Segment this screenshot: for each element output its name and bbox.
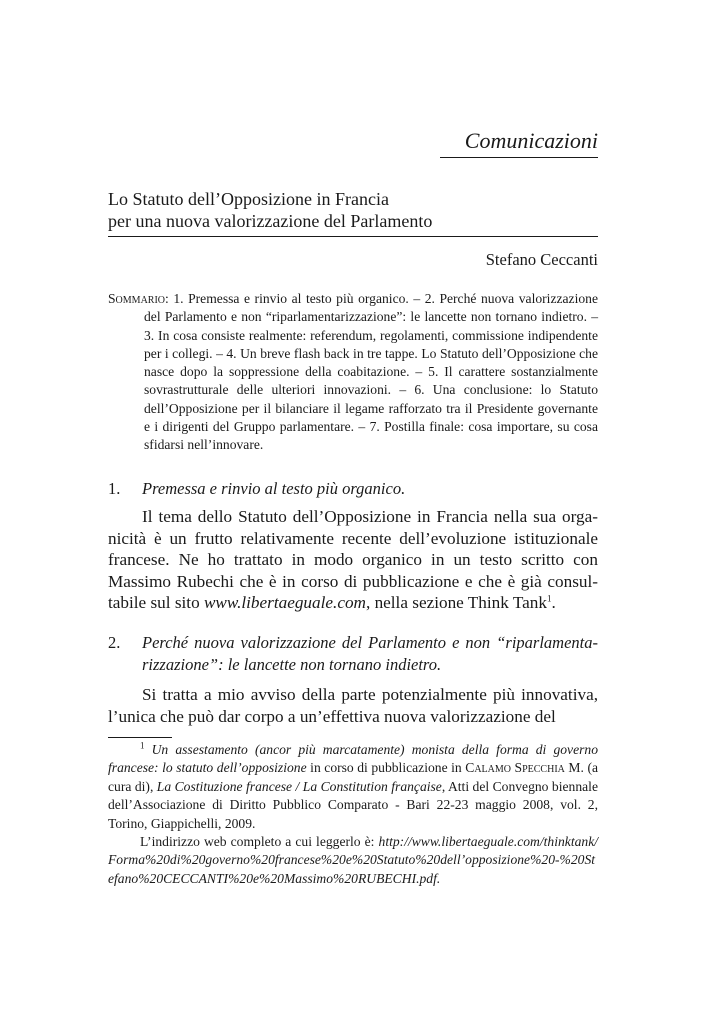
summary [108,290,598,455]
section-number: 2. [108,633,121,652]
footnote-paragraph-1 [108,741,598,833]
footnote-mark: 1 [140,740,145,751]
article-title-line-1: Lo Statuto dell’Opposizione in Francia [108,189,389,209]
footnote-reference[interactable]: 1 [546,593,552,604]
footnote-paragraph-2 [108,833,598,888]
section-number: 1. [108,479,121,498]
footnote-url[interactable]: http://www.libertaeguale.com/thinktank/Forma%20di%20governo%20francese%20e%20Statuto%20dell’opposizione%20-%20Stefano%20CECCANTI%20e%20Massimo%20RUBECHI.pdf. [108,834,598,886]
paragraph-text: . [551,593,556,613]
body-paragraph-2: Si tratta a mio avviso della parte potenzialmente più innovativa, l’unica che può dar corpo a un’effettiva nuova valorizzazione del [108,685,598,726]
section-header: Comunicazioni [440,128,598,158]
section-title: Perché nuova valorizzazione del Parlamento e non “riparlamentarizzazione”: le lancette non tornano indietro. [142,633,598,674]
section-heading-2 [108,632,598,676]
summary-text: : 1. Premessa e rinvio al testo più organico. – 2. Perché nuova valorizzazione del Parlamento e non “riparlamentarizzazione”: le lancette non tornano indietro. – 3. In cosa consiste realmente: referendum, regolamenti, commissione indipendente per i collegi. – 4. Un breve flash back in tre tappe. Lo Statuto dell’Opposizione che nasce dopo la soppressione della coabitazione. – 5. Il carattere sostanzialmente sovrastrutturale delle ulteriori innovazioni. – 6. Una conclusione: lo Statuto dell’Opposizione per il bilanciare il legame rafforzato tra il Presidente governante e i dirigenti del Gruppo parlamentare. – 7. Postilla finale: cosa importare, su cosa sfidarsi nell’innovare. [144,291,598,453]
footnote-text: in corso di pubblicazione in [306,760,466,776]
footnote [108,741,598,888]
footnote-cited-title: Un assestamento (ancor più marcatamente) monista della forma di governo francese: lo statuto dell’opposizione [108,742,598,776]
article-title [108,188,598,237]
summary-label: Sommario [108,291,166,306]
footnote-text: M. (a cura di), [108,760,599,794]
footnote-editor: Calamo Specchia [465,760,565,776]
footnote-text: , Atti del Convegno biennale dell’Associazione di Diritto Pubblico Comparato - Bari 22-23 maggio 2008, vol. 2, Torino, Giappichelli, 2009. [108,778,598,831]
body-paragraph-1 [108,506,598,614]
footnote-separator [108,737,172,738]
article-title-line-2: per una nuova valorizzazione del Parlamento [108,211,433,231]
paragraph-text: , nella sezione Think Tank [365,593,547,613]
author-name: Stefano Ceccanti [485,250,598,269]
website-reference: www.libertaeguale.com [203,593,366,613]
footnote-book-title: La Costituzione francese / La Constitution française [156,778,442,794]
section-title: Premessa e rinvio al testo più organico. [142,479,406,498]
footnote-text: L’indirizzo web completo a cui leggerlo è: [140,834,379,850]
section-heading-1 [108,478,598,500]
paragraph-text: Il tema dello Statuto dell’Opposizione in Francia nella sua organicità è un frutto relativamente recente dell’evoluzione istituzionale francese. Ne ho trattato in modo organico in un testo scritto con Massimo Rubechi che è in corso di pubblicazione e che è già consultabile sul sito [108,507,598,613]
